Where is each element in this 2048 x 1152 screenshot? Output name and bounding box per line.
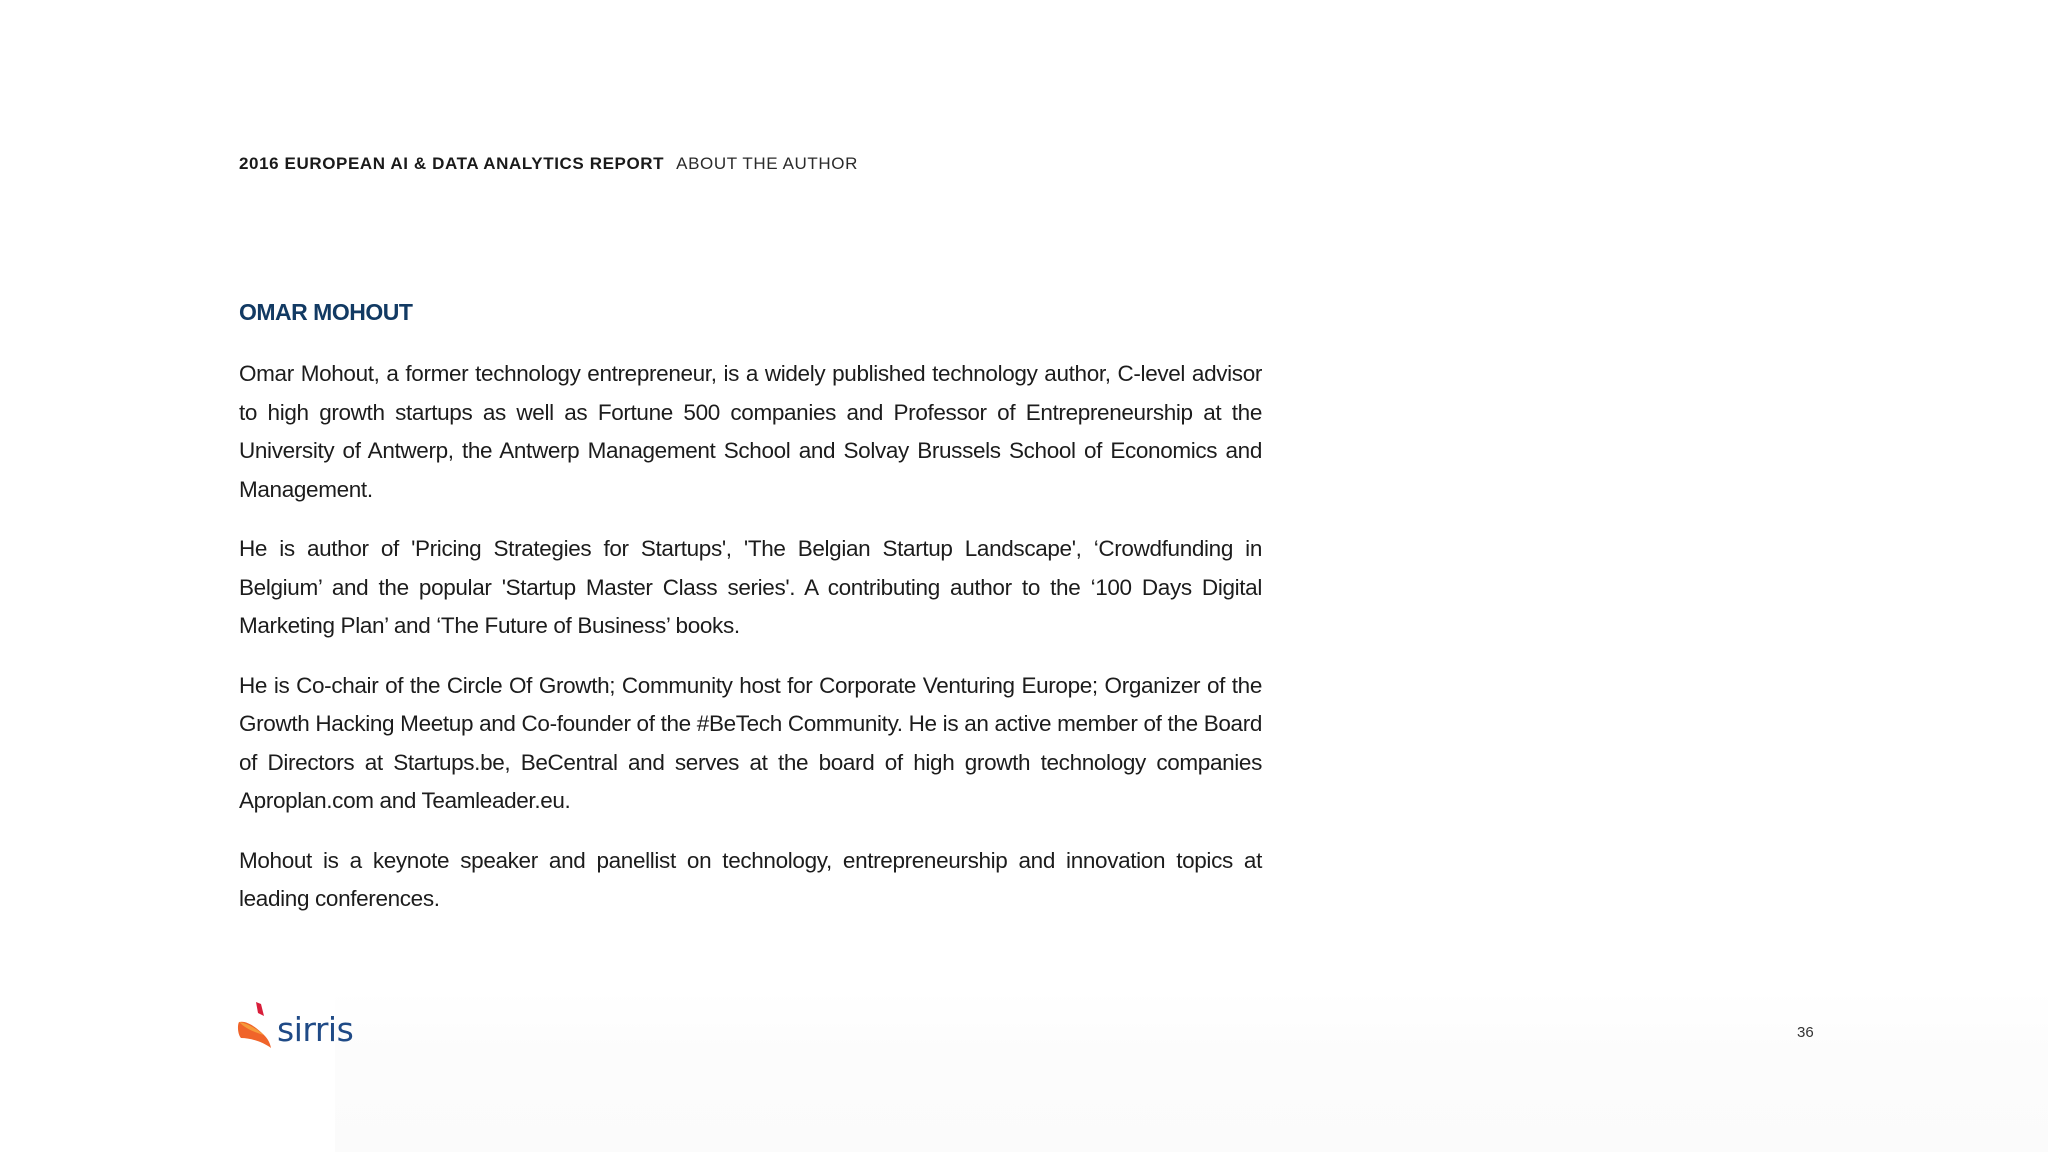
sirris-logo (237, 1000, 353, 1048)
author-name: OMAR MOHOUT (239, 299, 413, 325)
bio-paragraph: He is author of 'Pricing Strategies for Startups', 'The Belgian Startup Landscape', ‘Crowdfunding in Belgium’ and the popular 'Startup Master Class series'. A contributing author to the ‘100 Days Digital Marketing Plan’ and ‘The Future of Business’ books. (239, 536, 1262, 638)
author-bio (239, 355, 1262, 940)
footer-background (335, 990, 2048, 1152)
report-header (239, 154, 858, 174)
bio-paragraph: Mohout is a keynote speaker and panellist on technology, entrepreneurship and innovation topics at leading conferences. (239, 847, 1262, 911)
report-title: 2016 EUROPEAN AI & DATA ANALYTICS REPORT (239, 154, 665, 173)
logo-wordmark: sirris (277, 1010, 354, 1049)
bio-paragraph: Omar Mohout, a former technology entrepreneur, is a widely published technology author, C-level advisor to high growth startups as well as Fortune 500 companies and Professor of Entrepreneurship at the University of Antwerp, the Antwerp Management School and Solvay Brussels School of Economics and Management. (239, 361, 1262, 502)
bio-paragraph: He is Co-chair of the Circle Of Growth; Community host for Corporate Venturing Europe; Organizer of the Growth Hacking Meetup and Co-founder of the #BeTech Community. He is an active member of the Board of Directors at Startups.be, BeCentral and serves at the board of high growth technology companies Aproplan.com and Teamleader.eu. (239, 672, 1262, 813)
sirris-logo-icon (237, 1002, 275, 1048)
section-title: ABOUT THE AUTHOR (676, 154, 858, 173)
page-number: 36 (1797, 1024, 1814, 1041)
